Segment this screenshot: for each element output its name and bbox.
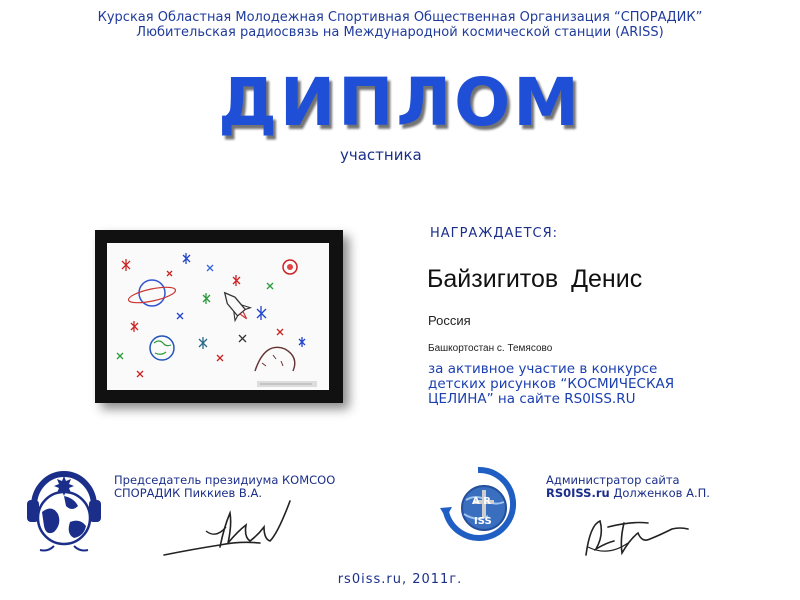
organization-program: Любительская радиосвязь на Международной космической станции (ARISS) — [136, 25, 664, 40]
administrator-name: Долженков А.П. — [613, 486, 710, 500]
recipient-name: Байзигитов Денис — [427, 265, 643, 293]
award-reason — [428, 362, 788, 407]
awarded-label: НАГРАЖДАЕТСЯ: — [430, 226, 559, 241]
administrator-title: Администратор сайта — [546, 473, 680, 487]
ariss-logo — [436, 462, 520, 550]
administrator-signature-block — [546, 474, 710, 500]
ariss-logo-letters-top: A R — [472, 496, 491, 507]
ariss-logo-letters-bottom: ISS — [474, 516, 492, 527]
award-reason-line: за активное участие в конкурсе — [428, 361, 658, 377]
footer-site-year: rs0iss.ru, 2011г. — [337, 572, 463, 587]
recipient-country: Россия — [428, 313, 471, 328]
organization-name: Курская Областная Молодежная Спортивная Общественная Организация “СПОРАДИК” — [97, 10, 703, 25]
administrator-signature — [578, 505, 698, 569]
drawing-frame — [95, 230, 343, 403]
administrator-site: RS0ISS.ru — [546, 486, 610, 500]
chairman-title: Председатель президиума КОМСОО — [114, 473, 336, 487]
organization-header — [0, 10, 800, 40]
diploma-subtitle: участника — [340, 146, 422, 164]
sporadik-globe-logo — [24, 466, 104, 560]
recipient-region: Башкортостан с. Темясово — [428, 343, 553, 354]
award-reason-line: ЦЕЛИНА” на сайте RS0ISS.RU — [428, 391, 636, 407]
chairman-signature — [160, 495, 300, 569]
chairman-name: СПОРАДИК Пиккиев В.А. — [114, 486, 263, 500]
award-reason-line: детских рисунков “КОСМИЧЕСКАЯ — [428, 376, 675, 392]
child-drawing-image — [107, 243, 329, 390]
diploma-title: ДИПЛОМ — [218, 64, 582, 141]
